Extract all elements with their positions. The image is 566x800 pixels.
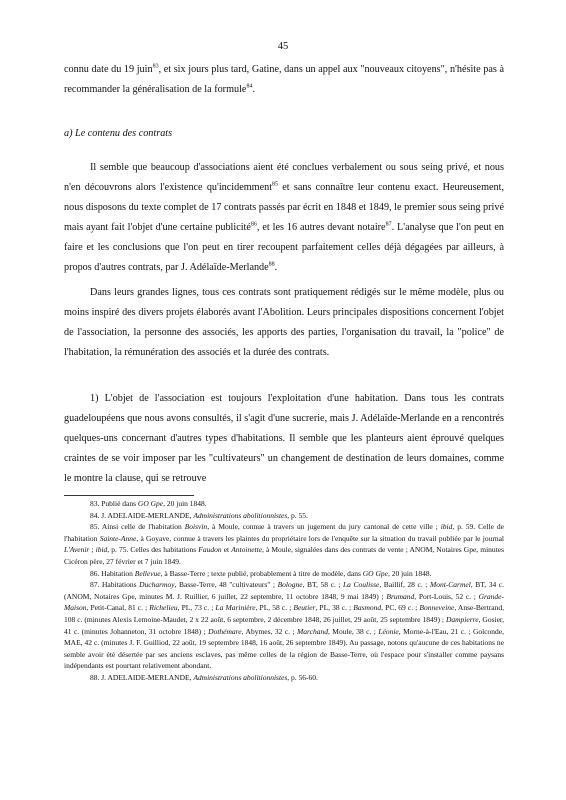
footnote-87: 87. Habitations Ducharmoy, Basse-Terre, 48 "cultivateurs" ; Bologne, BT, 58 c. ; La Coulisse, Baillif, 28 c. ; Mont-Carmel, BT, 34 c. (ANOM, Notaires Gpe, minutes M. J. Ruillier, 6 juillet, 22 septembre, 11 octobre 1848, 9 mai 1849) ; Brumand, Port-Louis, 52 c. ; Grande-Maison, Petit-Canal, 81 c. ; Richelieu, PL, 73 c. ; La Marinière, PL, 58 c. ; Beutier, PL, 38 c. ; Basmond, PC, 69 c. ; Bonneveine, Anse-Bertrand, 108 c. (minutes Alexis Lemoine-Maudet, 2 x 22 août, 6 septembre, 2 décembre 1848, 26 juillet, 29 août, 25 septembre 1849) ; Dampierre, Gosier, 41 c. (minutes Johanneton, 31 octobre 1848) ; Dothémare, Abymes, 32 c. ; Marchand, Moule, 38 c. ; Léonie, Morne-à-l'Eau, 21 c. ; Golconde, MAE, 42 c. (minutes J. F. Guilliod, 22 août, 19 septembre 1848, 16 août, 26 septembre 1849). Au passage, notons qu'aucune de ces habitations ne semble avoir été désertée par ses anciens esclaves, pas même celles de la région de Basse-Terre, où l'espace pour s'installer comme paysans indépendants est pourtant relativement abondant.: [64, 580, 505, 671]
text-run: .: [274, 262, 278, 273]
section-heading: a) Le contenu des contrats: [64, 128, 173, 139]
text-run: et sans connaître leur contenu exact. Heureusement, nous disposons du texte complet de 17 contrats passés par écrit en 1848 et 1849, le premier sous seing privé mais ayant fait l'objet d'une certaine publicité: [64, 182, 504, 233]
page-number: 45: [277, 41, 289, 52]
paragraph-1: [64, 158, 504, 278]
footnote-85: 85. Ainsi celle de l'habitation Boisvin, à Moule, connue à travers un jugement du jury cantonal de cette ville ; ibid, p. 59. Celle de l'habitation Sainte-Anne, à Goyave, connue à travers les plaintes du propriétaire lors de l'enquête sur la situation du travail publiée par le journal L'Avenir ; ibid, p. 75. Celles des habitations Faudon et Antoinette, à Moule, signalées dans des contrats de vente ; ANOM, Notaires Gpe, minutes Cicéron père, 27 février et 7 juin 1849.: [64, 522, 505, 566]
paragraph-3-text: 1) L'objet de l'association est toujours l'exploitation d'une habitation. Dans tous les contrats guadeloupéens que nous avons consultés, il s'agit d'une sucrerie, mais J. Adélaïde-Merlande en a rencontrés quelques-uns concernant d'autres types d'habitations. Il semble que les planteurs aient éprouvé quelques craintes de se voir imposer par les "cultivateurs" un changement de destination de leurs domaines, comme le montre la clause, qui se retrouve: [64, 393, 504, 484]
footnote-88: 88. J. ADELAIDE-MERLANDE, Administrations abolitionnistes, p. 56-60.: [90, 672, 318, 682]
footnotes: [64, 498, 504, 684]
text-run: .: [252, 84, 255, 95]
footnote-ref-87[interactable]: 87: [385, 221, 392, 228]
footnote-ref-86[interactable]: 86: [250, 221, 257, 228]
footnote-separator: [64, 495, 194, 496]
footnote-ref-84[interactable]: 84: [246, 83, 253, 90]
footnote-84: 84. J. ADELAIDE-MERLANDE, Administrations abolitionnistes, p. 55.: [90, 510, 308, 520]
footnote-ref-85[interactable]: 85: [272, 181, 279, 188]
text-run: connu date du 19 juin: [64, 64, 153, 75]
paragraph-3: [64, 389, 504, 489]
footnote-ref-88[interactable]: 88: [268, 261, 275, 268]
footnote-86: 86. Habitation Bellevue, à Basse-Terre ; texte publié, probablement à titre de modèle, dans GO Gpe, 20 juin 1848.: [90, 568, 432, 578]
paragraph-2-text: Dans leurs grandes lignes, tous ces contrats sont pratiquement rédigés sur le même modèle, plus ou moins inspiré des divers projets élaborés avant l'Abolition. Leurs principales dispositions concernent l'objet de l'association, la personne des associés, les apports des parties, l'organisation du travail, la "police" de l'habitation, la rémunération des associés et la durée des contrats.: [64, 287, 504, 358]
paragraph-2: [64, 283, 504, 363]
text-run: , et les 16 autres devant notaire: [256, 222, 386, 233]
text-run: . L'analyse que l'on peut en faire et les conclusions que l'on peut en tirer recoupent parfaitement celles déjà dégagées par ailleurs, à propos d'autres contrats, par J. Adélaïde-Merlande: [64, 222, 505, 273]
paragraph-continuation: [64, 60, 504, 100]
text-run: Il semble que beaucoup d'associations aient été conclues verbalement ou sous seing privé, et nous n'en découvrons alors l'existence qu'incidemment: [64, 162, 504, 193]
footnote-83: 83. Publié dans GO Gpe, 20 juin 1848.: [90, 499, 207, 508]
text-run: , et six jours plus tard, Gatine, dans un appel aux "nouveaux citoyens", n'hésite pas à recommander la généralisation de la formule: [64, 64, 504, 95]
footnote-ref-83[interactable]: 83: [152, 63, 159, 70]
